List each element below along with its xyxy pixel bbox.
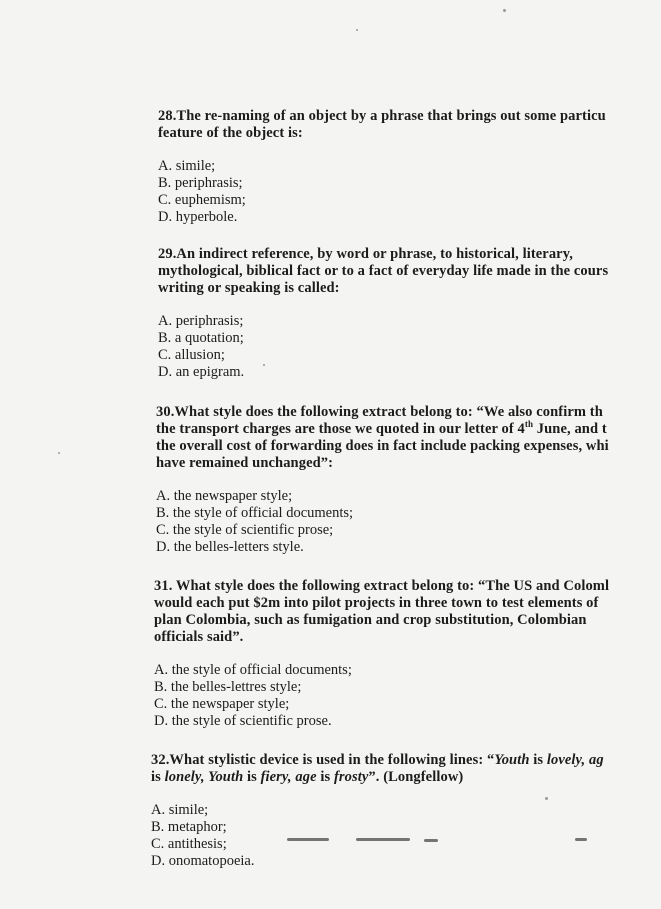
option-d: D. an epigram. [158, 364, 245, 380]
stem-line-text: the transport charges are those we quoted in our letter of 4 [156, 421, 525, 437]
stem-line: feature of the object is: [158, 125, 303, 141]
option-c: C. allusion; [158, 347, 225, 363]
stem-italic: lonely, Youth [164, 769, 244, 785]
scan-speck [263, 364, 265, 366]
stem-text: is [151, 769, 165, 785]
question-stem [158, 108, 658, 142]
question-stem [158, 246, 658, 297]
option-b: B. periphrasis; [158, 175, 243, 191]
answer-options [158, 158, 658, 226]
stem-line [156, 421, 656, 438]
stem-italic: fiery, age [260, 769, 317, 785]
option-d: D. hyperbole. [158, 209, 238, 225]
scan-speck [58, 452, 60, 454]
option-d: D. onomatopoeia. [151, 853, 255, 869]
stem-italic: Youth [494, 752, 530, 768]
stem-text: is [529, 752, 547, 768]
stem-line: would each put $2m into pilot projects in three town to test elements of [154, 595, 599, 611]
stem-line [151, 769, 651, 786]
scan-smudge [287, 838, 329, 841]
question-stem [156, 404, 656, 472]
stem-text: is [243, 769, 261, 785]
stem-italic: frosty [333, 769, 369, 785]
option-d: D. the belles-letters style. [156, 539, 304, 555]
scan-speck [356, 29, 358, 31]
scan-smudge [356, 838, 410, 841]
stem-text: 32.What stylistic device is used in the following lines: “ [151, 752, 495, 768]
option-a: A. the newspaper style; [156, 488, 293, 504]
stem-line: 29.An indirect reference, by word or phrase, to historical, literary, [158, 246, 573, 262]
option-c: C. euphemism; [158, 192, 246, 208]
option-b: B. the belles-lettres style; [154, 679, 302, 695]
option-c: C. the style of scientific prose; [156, 522, 334, 538]
stem-text: ”. (Longfellow) [368, 769, 464, 785]
option-a: A. simile; [158, 158, 216, 174]
scan-speck [503, 9, 506, 12]
answer-options [154, 662, 654, 730]
question-stem [151, 752, 651, 786]
stem-line: 31. What style does the following extract belong to: “The US and Coloml [154, 578, 610, 594]
question-30 [156, 404, 656, 556]
stem-line: officials said”. [154, 629, 244, 645]
option-a: A. the style of official documents; [154, 662, 352, 678]
stem-line-tail: June, and t [533, 421, 607, 437]
question-28 [158, 108, 658, 226]
stem-line: 28.The re-naming of an object by a phrase that brings out some particu [158, 108, 606, 124]
stem-line [151, 752, 651, 769]
stem-line: mythological, biblical fact or to a fact of everyday life made in the cours [158, 263, 609, 279]
question-stem [154, 578, 654, 646]
question-31 [154, 578, 654, 730]
stem-line: 30.What style does the following extract belong to: “We also confirm th [156, 404, 603, 420]
question-32 [151, 752, 651, 870]
scan-smudge [575, 838, 587, 841]
option-a: A. periphrasis; [158, 313, 244, 329]
option-a: A. simile; [151, 802, 209, 818]
option-b: B. a quotation; [158, 330, 244, 346]
superscript: th [524, 419, 534, 430]
stem-line: plan Colombia, such as fumigation and crop substitution, Colombian [154, 612, 587, 628]
stem-text: is [316, 769, 334, 785]
option-b: B. the style of official documents; [156, 505, 354, 521]
option-b: B. metaphor; [151, 819, 227, 835]
scan-smudge [424, 839, 438, 842]
option-d: D. the style of scientific prose. [154, 713, 332, 729]
answer-options [158, 313, 658, 381]
stem-line: have remained unchanged”: [156, 455, 334, 471]
stem-line: writing or speaking is called: [158, 280, 340, 296]
option-c: C. antithesis; [151, 836, 227, 852]
stem-line: the overall cost of forwarding does in fact include packing expenses, whi [156, 438, 609, 454]
stem-italic: lovely, ag [546, 752, 604, 768]
scan-speck [545, 797, 548, 800]
question-29 [158, 246, 658, 381]
answer-options [151, 802, 651, 870]
option-c: C. the newspaper style; [154, 696, 290, 712]
answer-options [156, 488, 656, 556]
